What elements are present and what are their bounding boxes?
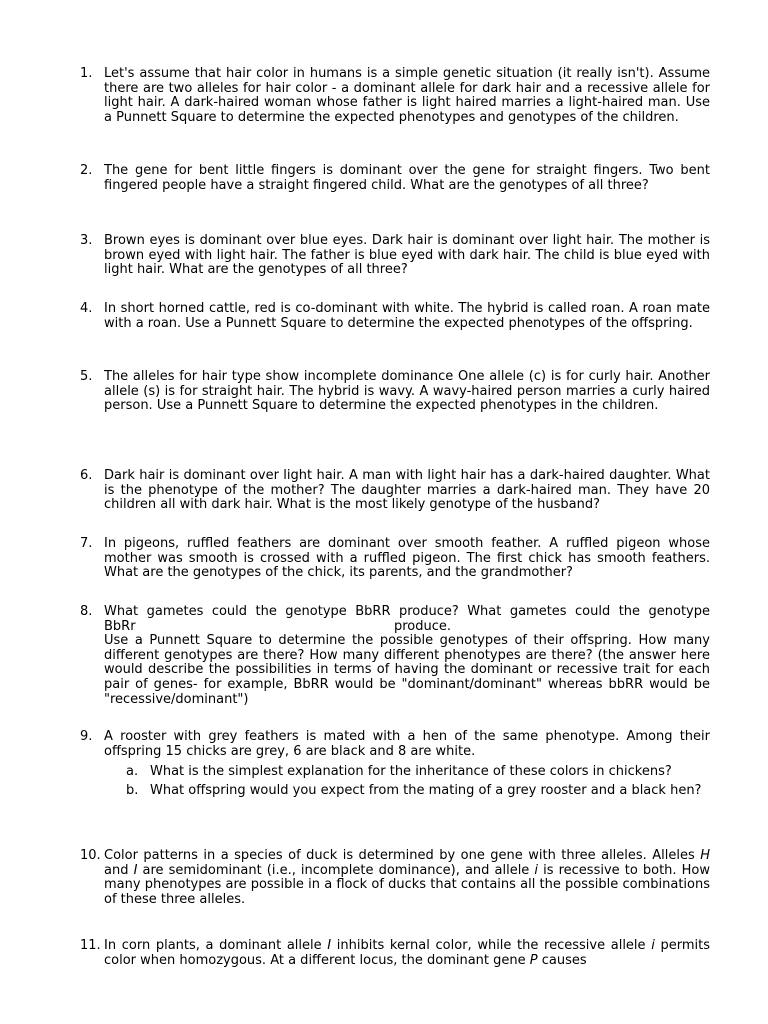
question-text [104, 849, 710, 907]
question-number: 8. [80, 604, 93, 619]
genotype-label: BbRr [104, 618, 136, 634]
text-segment: inhibits kernal color, while the recessive allele [331, 938, 652, 953]
text-segment: and [104, 862, 134, 878]
question-text [104, 939, 710, 968]
question-number: 7. [80, 536, 93, 551]
sub-question-text: What is the simplest explanation for the inheritance of these colors in chickens? [150, 764, 672, 779]
allele-i: i [651, 938, 655, 953]
question-text: Brown eyes is dominant over blue eyes. Dark hair is dominant over light hair. The mother is brown eyed with light hair. The father is blue eyed with dark hair. The child is blue eyed with light hair. What are the genotypes of all three? [104, 233, 710, 278]
question-text-line2 [104, 620, 710, 635]
question-text: The alleles for hair type show incomplete dominance One allele (c) is for curly hair. Another allele (s) is for straight hair. The hybrid is wavy. A wavy-haired person marries a curly haired person. Use a Punnett Square to determine the expected phenotypes in the children. [104, 369, 710, 414]
text-segment: are semidominant (i.e., incomplete dominance), and allele [137, 862, 535, 878]
question-text: A rooster with grey feathers is mated with a hen of the same phenotype. Among their offspring 15 chicks are grey, 6 are black and 8 are white. [104, 729, 710, 759]
text-segment: causes [537, 952, 587, 968]
allele-I: I [327, 938, 332, 953]
text-segment: permits color when homozygous. At a different locus, the dominant gene [104, 938, 710, 968]
sub-question-number: a. [126, 764, 139, 779]
question-number: 10. [80, 848, 101, 863]
produce-label: produce. [394, 618, 452, 634]
question-body [104, 605, 710, 707]
text-segment: Color patterns in a species of duck is determined by one gene with three alleles. Alleles [104, 848, 701, 863]
allele-h: H [700, 848, 710, 863]
text-segment: is recessive to both. How many phenotypes are possible in a flock of ducks that contains all the possible combinations of these three alleles. [104, 862, 711, 907]
question-text-line1: What gametes could the genotype BbRR produce? What gametes could the genotype [104, 604, 710, 619]
question-text: The gene for bent little fingers is dominant over the gene for straight fingers. Two bent fingered people have a straight fingered child. What are the genotypes of all three? [104, 163, 710, 193]
allele-P: P [529, 952, 538, 968]
question-text: Dark hair is dominant over light hair. A man with light hair has a dark-haired daughter. What is the phenotype of the mother? The daughter marries a dark-haired man. They have 20 children all with dark hair. What is the most likely genotype of the husband? [104, 468, 710, 513]
question-number: 1. [80, 66, 93, 81]
question-number: 6. [80, 468, 93, 483]
allele-I: I [133, 862, 138, 878]
question-number: 5. [80, 369, 93, 384]
question-text: Use a Punnett Square to determine the possible genotypes of their offspring. How many different genotypes are there? How many different phenotypes are there? (the answer here would describe the possibilities in terms of having the dominant or recessive trait for each pair of genes- for example, BbRR would be "dominant/dominant" whereas bbRR would be "recessive/dominant") [104, 633, 710, 707]
sub-question-text: What offspring would you expect from the mating of a grey rooster and a black hen? [150, 783, 702, 798]
question-number: 3. [80, 233, 93, 248]
question-text: In pigeons, ruffled feathers are dominant over smooth feather. A ruffled pigeon whose mother was smooth is crossed with a ruffled pigeon. The first chick has smooth feathers. What are the genotypes of the chick, its parents, and the grandmother? [104, 536, 710, 581]
question-text: Let's assume that hair color in humans is a simple genetic situation (it really isn't). Assume there are two alleles for hair color - a dominant allele for dark hair and a recessive allele for light hair. A dark-haired woman whose father is light haired marries a light-haired man. Use a Punnett Square to determine the expected phenotypes and genotypes of the children. [104, 66, 710, 125]
allele-i: i [534, 862, 539, 878]
question-text: In short horned cattle, red is co-dominant with white. The hybrid is called roan. A roan mate with a roan. Use a Punnett Square to determine the expected phenotypes of the offspring. [104, 301, 710, 331]
question-number: 11. [80, 938, 101, 953]
text-segment: In corn plants, a dominant allele [104, 938, 328, 953]
sub-question-number: b. [126, 783, 139, 798]
question-number: 4. [80, 301, 93, 316]
question-number: 9. [80, 729, 93, 744]
question-number: 2. [80, 163, 93, 178]
